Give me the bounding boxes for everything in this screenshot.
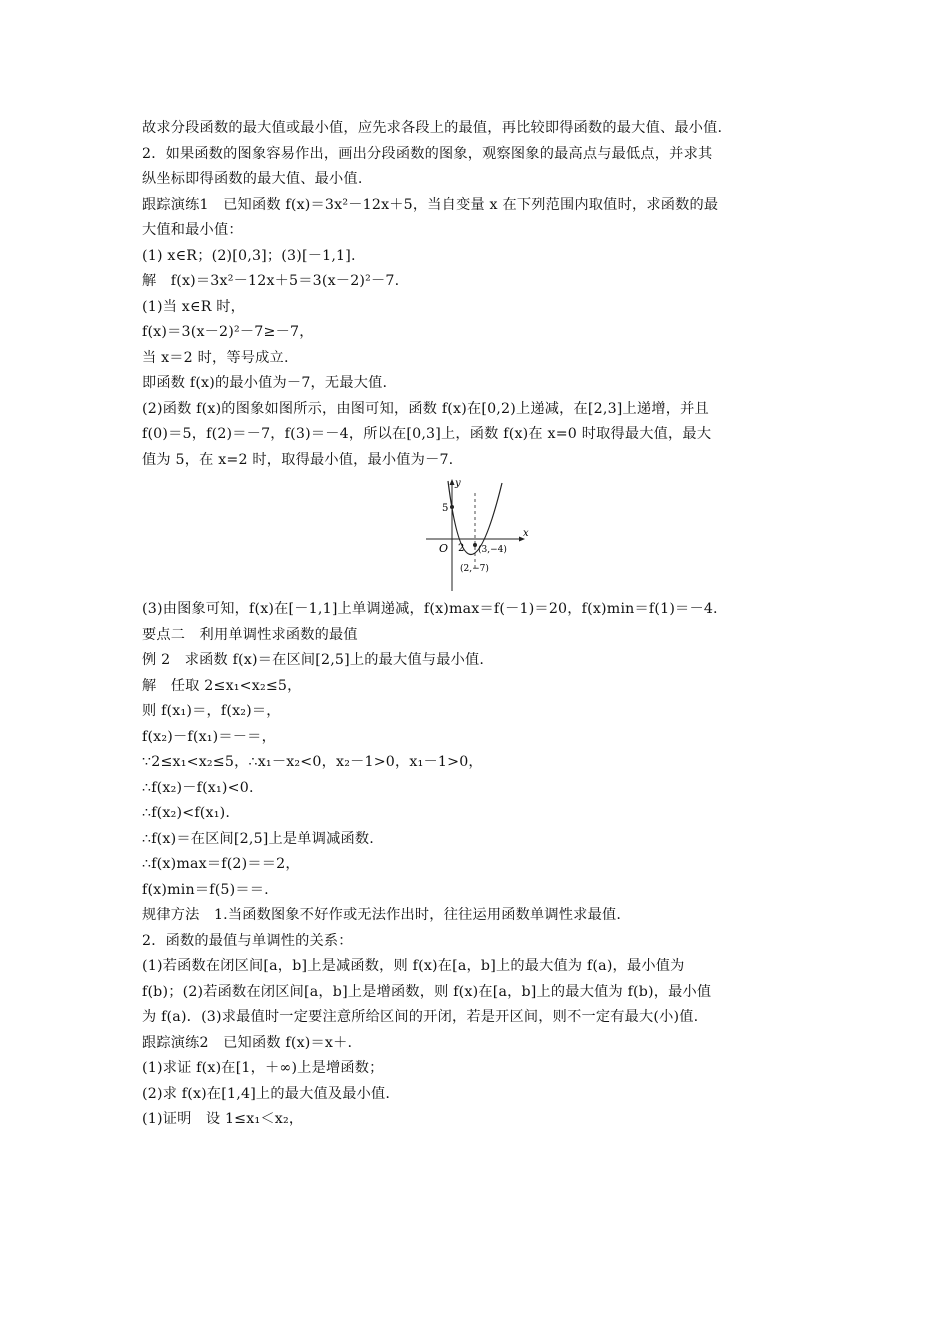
text-line: f(0)＝5，f(2)＝－7，f(3)＝－4，所以在[0,3]上，函数 f(x)在 x=0 时取得最大值，最大	[142, 426, 712, 442]
text-line: 则 f(x₁)＝，f(x₂)＝，	[142, 703, 281, 719]
text-line: 跟踪演练2 已知函数 f(x)＝x＋.	[142, 1034, 353, 1051]
text-line: (1) x∈R；(2)[0,3]；(3)[－1,1].	[142, 247, 356, 264]
text-line: ∴f(x)＝在区间[2,5]上是单调减函数.	[142, 830, 374, 847]
text-line: 故求分段函数的最大值或最小值，应先求各段上的最值，再比较即得函数的最大值、最小值.	[142, 120, 723, 136]
text-line: ∴f(x₂)－f(x₁)<0.	[142, 779, 254, 796]
text-line: 例 2 求函数 f(x)＝在区间[2,5]上的最大值与最小值.	[142, 652, 485, 668]
x-tick-label: 2	[458, 543, 465, 554]
x-axis-label: x	[523, 528, 529, 539]
text-line: (1)求证 f(x)在[1，＋∞)上是增函数；	[142, 1060, 384, 1076]
text-line: 当 x＝2 时，等号成立.	[142, 349, 289, 366]
text-line: 解 f(x)＝3x²－12x＋5＝3(x－2)²－7.	[142, 273, 400, 289]
text-line: ∵2≤x₁<x₂≤5，∴x₁－x₂<0，x₂－1>0，x₁－1>0，	[142, 754, 483, 770]
origin-label: O	[439, 542, 449, 555]
text-line: 为 f(a)．(3)求最值时一定要注意所给区间的开闭，若是开区间，则不一定有最大(小)值.	[142, 1009, 699, 1025]
parabola-figure	[142, 477, 818, 595]
text-line: f(x)＝3(x－2)²－7≥－7，	[142, 324, 314, 340]
text-line: ∴f(x)max＝f(2)＝＝2，	[142, 856, 300, 872]
text-line: f(x)min＝f(5)＝＝.	[142, 881, 269, 898]
text-line: 规律方法 1.当函数图象不好作或无法作出时，往往运用函数单调性求最值.	[142, 907, 622, 923]
point-3-neg4-label: (3,−4)	[478, 545, 507, 555]
section-heading: 要点二 利用单调性求函数的最值	[142, 626, 358, 643]
text-block-after-figure	[142, 597, 818, 1133]
text-line: f(b)；(2)若函数在闭区间[a，b]上是增函数，则 f(x)在[a，b]上的最大值为 f(b)，最小值	[142, 983, 712, 1000]
text-line: (2)函数 f(x)的图象如图所示，由图可知，函数 f(x)在[0,2)上递减，在[2,3]上递增，并且	[142, 400, 709, 417]
text-line: (3)由图象可知，f(x)在[－1,1]上单调递减，f(x)max＝f(－1)＝20，f(x)min＝f(1)＝－4.	[142, 601, 718, 617]
text-line: 2．函数的最值与单调性的关系：	[142, 932, 353, 949]
text-line: 2．如果函数的图象容易作出，画出分段函数的图象，观察图象的最高点与最低点，并求其	[142, 145, 713, 162]
y-axis-label: y	[455, 478, 461, 489]
text-line: 纵坐标即得函数的最大值、最小值.	[142, 171, 363, 187]
text-line: 大值和最小值：	[142, 222, 243, 238]
y-axis-arrow	[450, 479, 455, 485]
text-line: (2)求 f(x)在[1,4]上的最大值及最小值.	[142, 1085, 391, 1102]
parabola-graph	[422, 477, 532, 595]
text-line: f(x₂)－f(x₁)＝－＝，	[142, 728, 276, 745]
y-intercept-label: 5	[442, 503, 449, 514]
point-0-5	[450, 505, 454, 509]
text-block-before-figure	[142, 116, 818, 473]
text-line: (1)证明 设 1≤x₁＜x₂，	[142, 1111, 304, 1127]
text-line: 值为 5，在 x=2 时，取得最小值，最小值为－7.	[142, 451, 454, 468]
text-line: ∴f(x₂)<f(x₁).	[142, 805, 231, 821]
point-3-neg4	[473, 543, 477, 547]
document-page	[142, 116, 818, 1133]
text-line: 即函数 f(x)的最小值为－7，无最大值.	[142, 375, 388, 391]
text-line: (1)当 x∈R 时，	[142, 298, 246, 315]
text-line: (1)若函数在闭区间[a，b]上是减函数，则 f(x)在[a，b]上的最大值为 f(a)，最小值为	[142, 958, 685, 974]
point-2-neg7-label: (2,−7)	[460, 564, 489, 574]
text-line: 解 任取 2≤x₁<x₂≤5，	[142, 677, 302, 694]
text-line: 跟踪演练1 已知函数 f(x)＝3x²－12x＋5，当自变量 x 在下列范围内取值时，求函数的最	[142, 196, 719, 213]
